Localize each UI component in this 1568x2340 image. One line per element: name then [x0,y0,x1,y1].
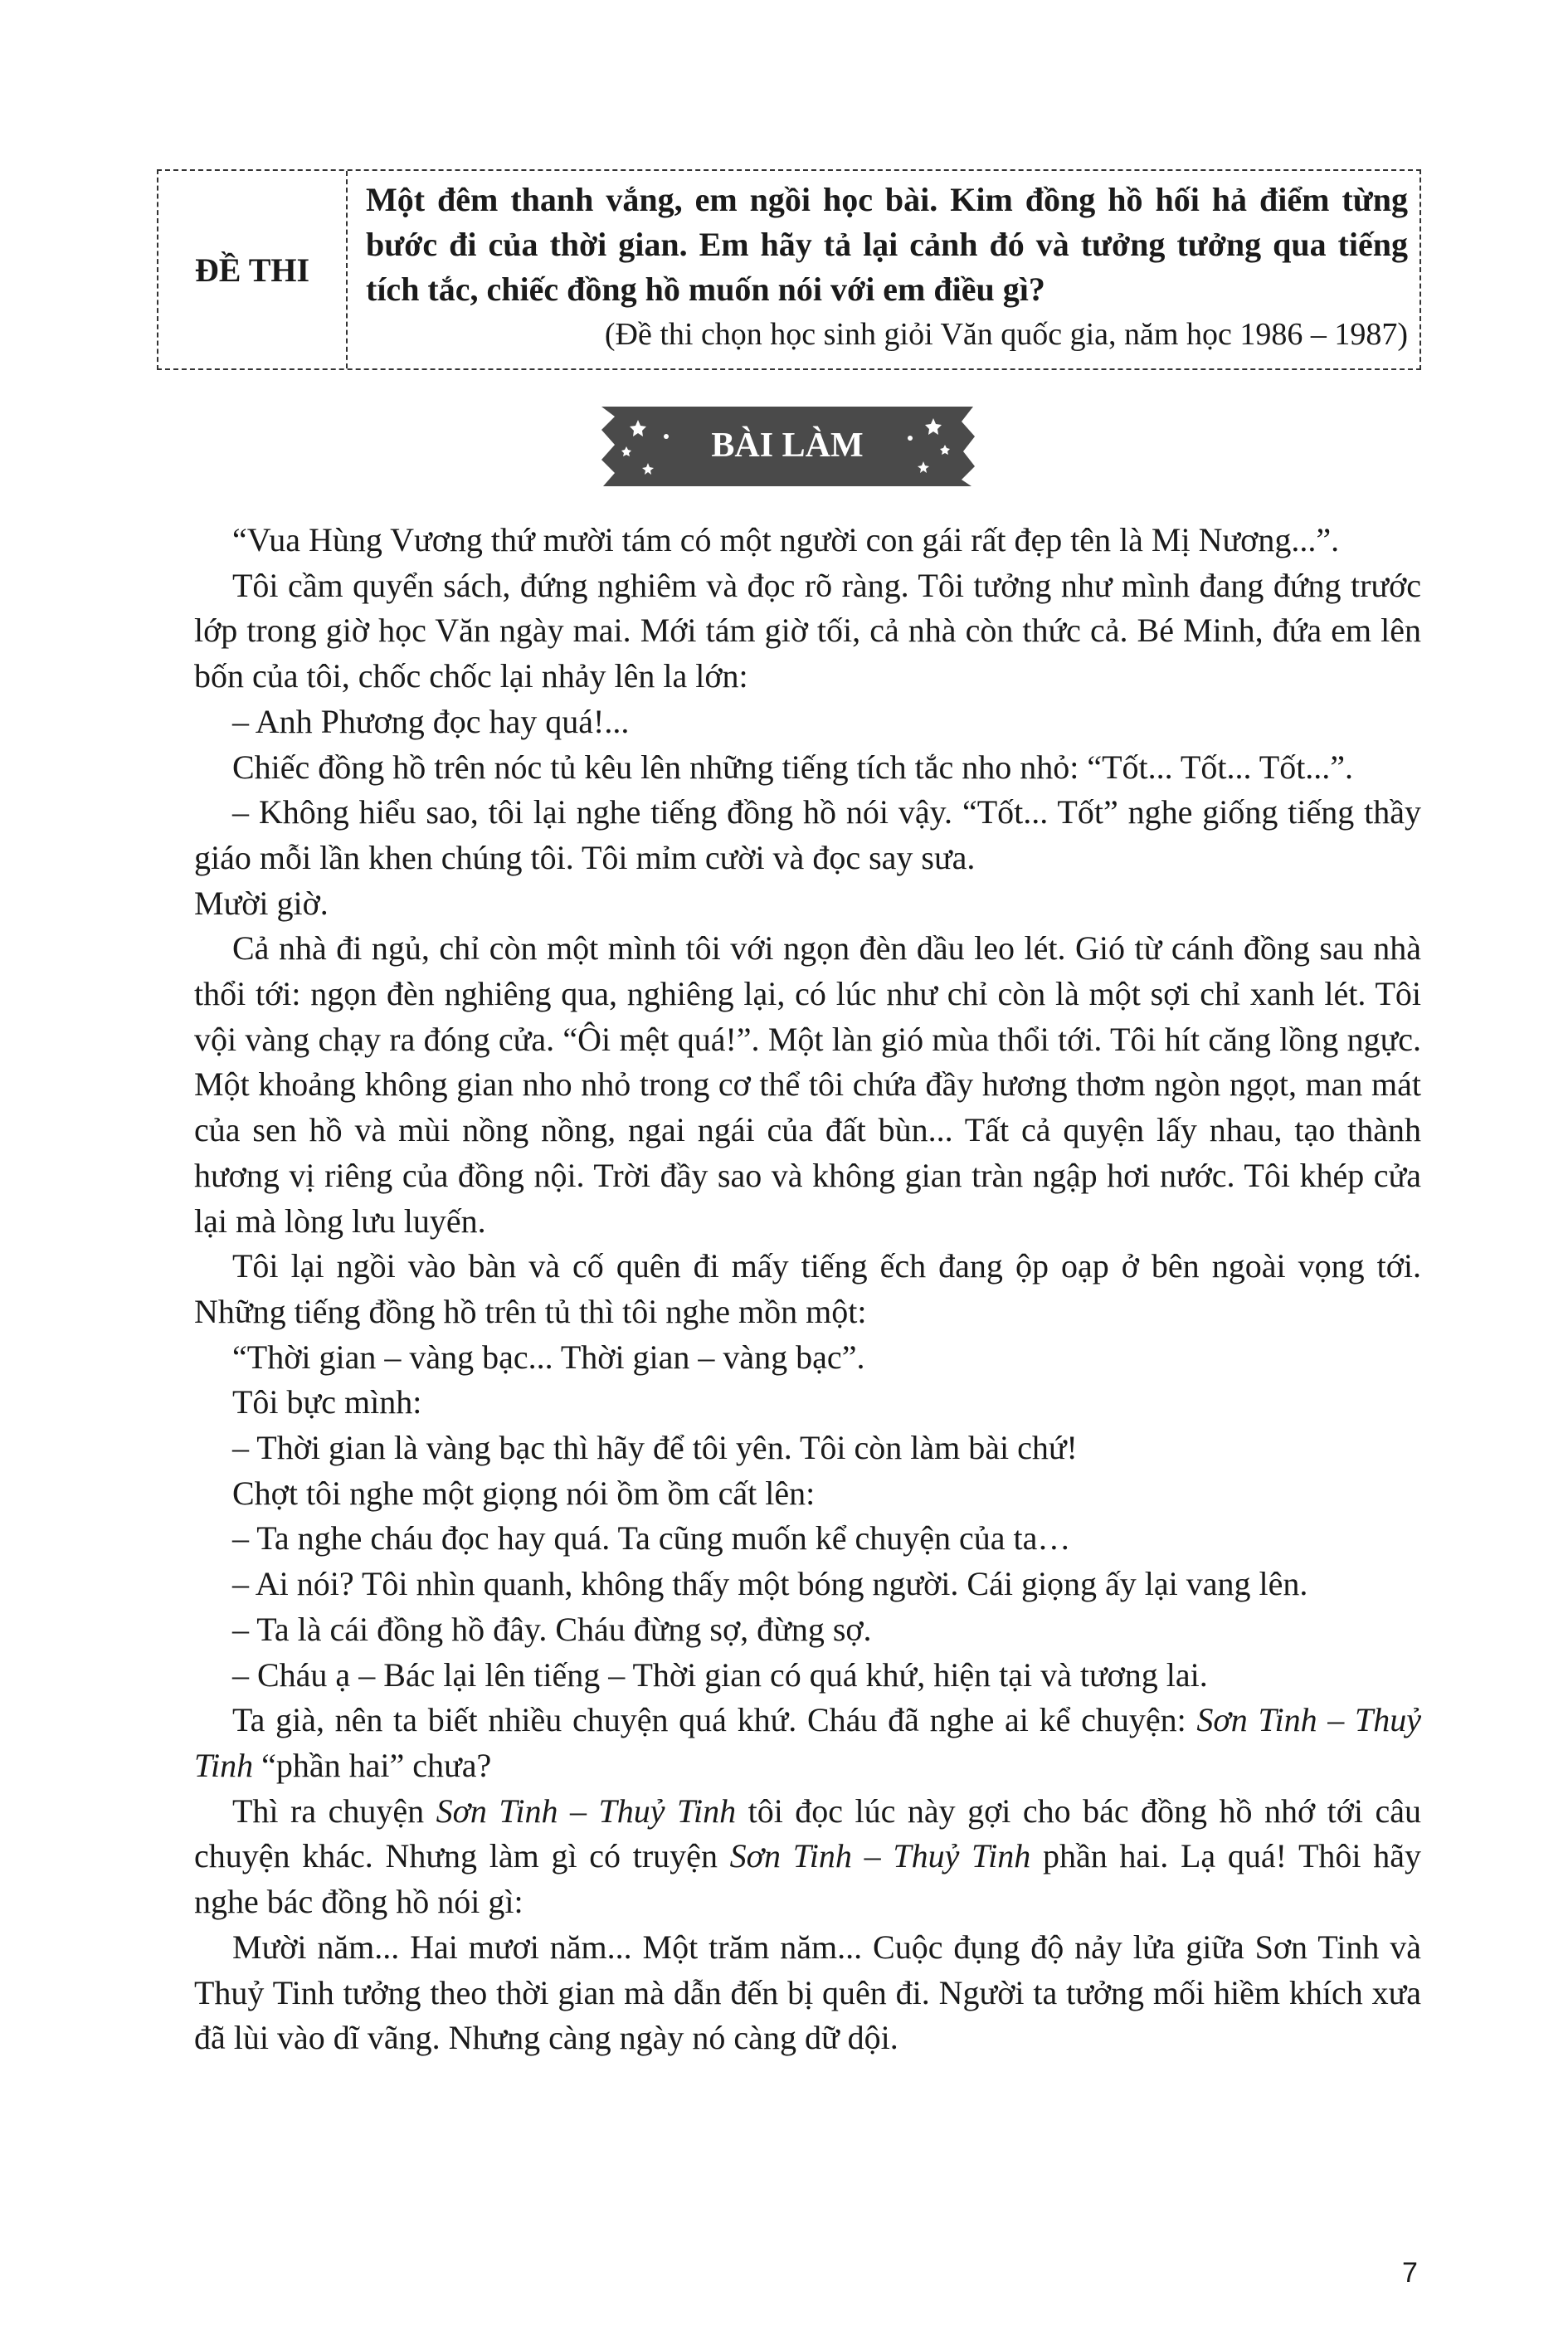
section-banner [597,403,978,488]
exam-source: (Đề thi chọn học sinh giỏi Văn quốc gia, năm học 1986 – 1987) [604,317,1408,352]
paragraph: – Ta nghe cháu đọc hay quá. Ta cũng muốn kể chuyện của ta… [232,1519,1071,1558]
italic-title: Sơn Tinh – Thuỷ Tinh [729,1837,1031,1875]
paragraph: Tôi lại ngồi vào bàn và cố quên đi mấy tiếng ếch đang ộp oạp ở bên ngoài vọng tới. Những tiếng đồng hồ trên tủ thì tôi nghe mồn một: [194,1247,1421,1330]
paragraph [194,1789,1421,1925]
paragraph: Mười năm... Hai mươi năm... Một trăm năm... Cuộc đụng độ nảy lửa giữa Sơn Tinh và Thuỷ Tinh tưởng theo thời gian mà dẫn đến bị quên đi. Người ta tưởng mối hiềm khích xưa đã lùi vào dĩ vãng. Nhưng càng ngày nó càng dữ dội. [194,1928,1421,2057]
paragraph: Chợt tôi nghe một giọng nói ồm ồm cất lên: [232,1474,816,1512]
page-number: 7 [1402,2257,1418,2289]
paragraph: – Anh Phương đọc hay quá!... [232,702,630,740]
exam-content [348,171,1419,368]
paragraph: – Thời gian là vàng bạc thì hãy để tôi yên. Tôi còn làm bài chứ! [232,1429,1078,1467]
exam-label: ĐỀ THI [158,171,348,368]
paragraph: Tôi cầm quyển sách, đứng nghiêm và đọc rõ ràng. Tôi tưởng như mình đang đứng trước lớp trong giờ học Văn ngày mai. Mới tám giờ tối, cả nhà còn thức cả. Bé Minh, đứa em lên bốn của tôi, chốc chốc lại nhảy lên la lớn: [194,566,1421,695]
paragraph: Tôi bực mình: [232,1383,422,1421]
paragraph: – Ai nói? Tôi nhìn quanh, không thấy một bóng người. Cái giọng ấy lại vang lên. [232,1565,1308,1603]
paragraph: Mười giờ. [194,884,329,922]
exam-box [157,169,1421,370]
paragraph: – Không hiểu sao, tôi lại nghe tiếng đồng hồ nói vậy. “Tốt... Tốt” nghe giống tiếng thầy giáo mỗi lần khen chúng tôi. Tôi mỉm cười và đọc say sưa. [194,793,1421,876]
paragraph: – Cháu ạ – Bác lại lên tiếng – Thời gian có quá khứ, hiện tại và tương lai. [232,1655,1208,1694]
banner-title: BÀI LÀM [711,427,864,465]
exam-question: Một đêm thanh vắng, em ngồi học bài. Kim đồng hồ hối hả điểm từng bước đi của thời gian. Em hãy tả lại cảnh đó và tưởng tưởng qua tiếng tích tắc, chiếc đồng hồ muốn nói với em điều gì? [366,181,1408,308]
paragraph: – Ta là cái đồng hồ đây. Cháu đừng sợ, đừng sợ. [232,1610,872,1648]
paragraph [194,1698,1421,1788]
text-run: Thì ra chuyện [232,1792,436,1830]
paragraph: “Thời gian – vàng bạc... Thời gian – vàng bạc”. [232,1338,865,1376]
italic-title: Sơn Tinh – Thuỷ Tinh [194,1701,1421,1784]
text-run: tôi đọc lúc này gợi cho bác đồng hồ nhớ tới câu chuyện khác. Nhưng làm gì có truyện [194,1792,1421,1875]
paragraph: Cả nhà đi ngủ, chỉ còn một mình tôi với ngọn đèn dầu leo lét. Gió từ cánh đồng sau nhà thổi tới: ngọn đèn nghiêng qua, nghiêng lại, có lúc như chỉ còn là một sợi chỉ xanh lét. Tôi vội vàng chạy ra đóng cửa. “Ôi mệt quá!”. Một làn gió mùa thổi tới. Tôi hít căng lồng ngực. Một khoảng không gian nho nhỏ trong cơ thể tôi chứa đầy hương thơm ngòn ngọt, man mát của sen hồ và mùi nồng nồng, ngai ngái của đất bùn... Tất cả quyện lấy nhau, tạo thành hương vị riêng của đồng nội. Trời đầy sao và không gian tràn ngập hơi nước. Tôi khép cửa lại mà lòng lưu luyến. [194,929,1421,1240]
italic-title: Sơn Tinh – Thuỷ Tinh [436,1792,737,1830]
text-run: Ta già, nên ta biết nhiều chuyện quá khứ. Cháu đã nghe ai kể chuyện: [232,1701,1197,1739]
essay-body [194,518,1421,2061]
paragraph: Chiếc đồng hồ trên nóc tủ kêu lên những tiếng tích tắc nho nhỏ: “Tốt... Tốt... Tốt...”. [232,748,1354,786]
text-run: phần hai. Lạ quá! Thôi hãy nghe bác đồng hồ nói gì: [194,1837,1422,1921]
paragraph: “Vua Hùng Vương thứ mười tám có một người con gái rất đẹp tên là Mị Nương...”. [232,521,1340,558]
text-run: “phần hai” chưa? [253,1746,492,1784]
